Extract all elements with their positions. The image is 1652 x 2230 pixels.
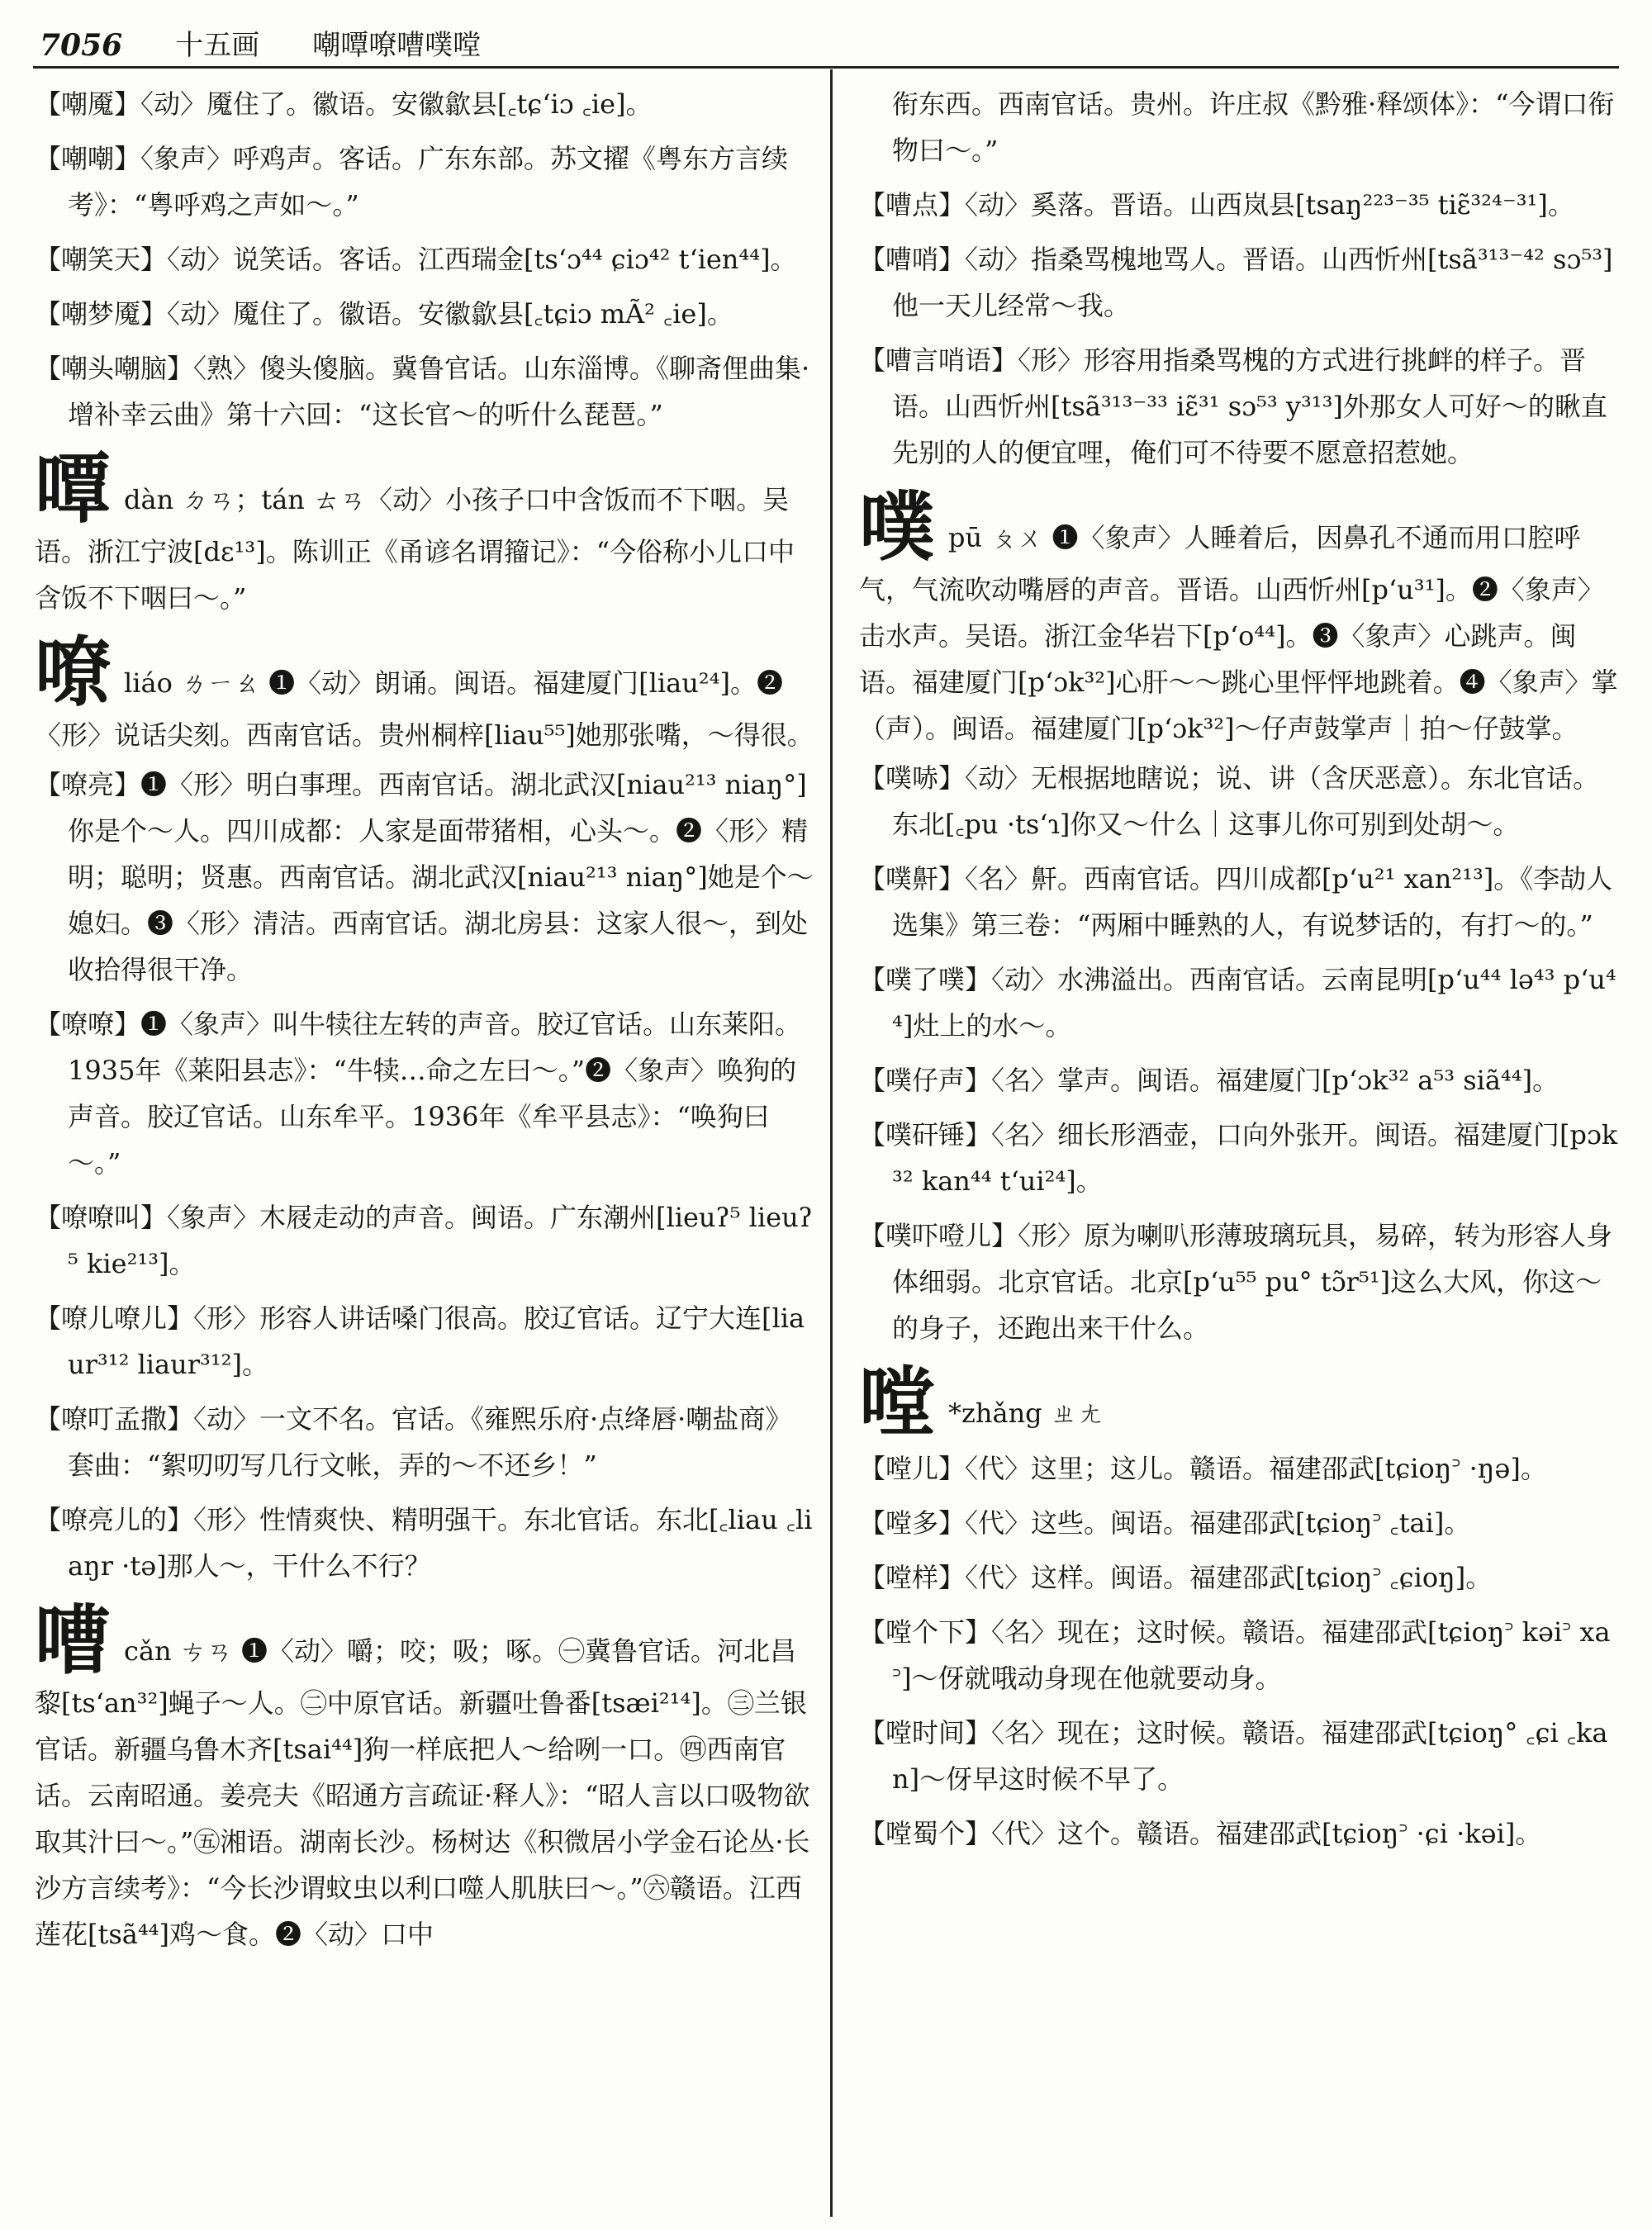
dictionary-entry: 【嘲魇】〈动〉魇住了。徽语。安徽歙县[꜀tɕʻiɔ ꜀ie]。: [35, 88, 653, 120]
column-divider: [830, 69, 833, 2217]
continued-text: 衔东西。西南官话。贵州。许庄叔《黔雅·释颂体》：“今谓口衔物曰～。”: [892, 88, 1615, 166]
headword-char: 嘾: [35, 444, 112, 534]
headword-definition: liáo ㄌㄧㄠ ❶〈动〉朗诵。闽语。福建厦门[liau²⁴]。❷〈形〉说话尖刻。西南官话。贵州桐梓[liau⁵⁵]她那张嘴，～得很。: [35, 667, 814, 751]
dictionary-entry: 【噗仔声】〈名〉掌声。闽语。福建厦门[pʻɔk³² a⁵³ siã⁴⁴]。: [859, 1065, 1559, 1096]
headword-definition: dàn ㄉㄢ；tán ㄊㄢ〈动〉小孩子口中含饭而不下咽。吴语。浙江宁波[dɛ¹³]。陈训正《甬谚名谓籀记》：“今俗称小儿口中含饭不下咽曰～。”: [35, 484, 795, 614]
dictionary-entry: 【嘡样】〈代〉这样。闽语。福建邵武[tɕioŋ꜄ ꜀ɕioŋ]。: [859, 1562, 1493, 1593]
dictionary-entry: 【嘲头嘲脑】〈熟〉傻头傻脑。冀鲁官话。山东淄博。《聊斋俚曲集·增补幸云曲》第十六回：“这长官～的听什么琵琶。”: [35, 353, 810, 430]
dictionary-entry: 【嘲嘲】〈象声〉呼鸡声。客话。广东东部。苏文擢《粤东方言续考》：“粤呼鸡之声如～。”: [35, 143, 789, 221]
dictionary-entry: 【嘹亮儿的】〈形〉性情爽快、精明强干。东北官话。东北[꜀liau ꜀liaŋr ·tə]那人～，干什么不行？: [35, 1504, 813, 1582]
header-rule: [33, 66, 1619, 69]
dictionary-entry: 【嘹嘹叫】〈象声〉木屐走动的声音。闽语。广东潮州[lieuʔ⁵ lieuʔ⁵ kie²¹³]。: [35, 1202, 813, 1279]
headword-definition: pū ㄆㄨ ❶〈象声〉人睡着后，因鼻孔不通而用口腔呼气，气流吹动嘴唇的声音。晋语。山西忻州[pʻu³¹]。❷〈象声〉击水声。吴语。浙江金华岩下[pʻo⁴⁴]。❸〈象声〉心跳声。闽语。福建厦门[pʻɔk³²]心肝～～跳心里怦怦地跳着。❹〈象声〉掌（声）。闽语。福建厦门[pʻɔk³²]～仔声鼓掌声｜拍～仔鼓掌。: [859, 522, 1618, 744]
dictionary-entry: 【嘲笑天】〈动〉说笑话。客话。江西瑞金[tsʻɔ⁴⁴ ɕiɔ⁴² tʻien⁴⁴]。: [35, 244, 797, 275]
headword-char: 嘡: [859, 1358, 936, 1447]
dictionary-entry: 【噗哧】〈动〉无根据地瞎说；说、讲（含厌恶意）。东北官话。东北[꜀pu ·tsʻɿ]你又～什么｜这事儿你可别到处胡～。: [859, 762, 1600, 840]
dictionary-entry: 【嘈哨】〈动〉指桑骂槐地骂人。晋语。山西忻州[tsã³¹³⁻⁴² sɔ⁵³]他一天儿经常～我。: [859, 244, 1613, 321]
dictionary-entry: 【嘹儿嘹儿】〈形〉形容人讲话嗓门很高。胶辽官话。辽宁大连[liaur³¹² liaur³¹²]。: [35, 1302, 805, 1380]
dictionary-entry: 【噗矸锤】〈名〉细长形酒壶，口向外张开。闽语。福建厦门[pɔk³² kan⁴⁴ tʻui²⁴]。: [859, 1119, 1618, 1197]
headword-char: 嘈: [35, 1596, 112, 1685]
dictionary-entry: 【嘡时间】〈名〉现在；这时候。赣语。福建邵武[tɕioŋ° ꜀ɕi ꜀kan]～伢早这时候不早了。: [859, 1717, 1608, 1795]
headword-char: 嘹: [35, 628, 112, 717]
dictionary-entry: 【嘹嘹】❶〈象声〉叫牛犊往左转的声音。胶辽官话。山东莱阳。1935年《莱阳县志》：“牛犊…命之左曰～。”❷〈象声〉唤狗的声音。胶辽官话。山东牟平。1936年《牟平县志》：“唤狗曰～。”: [35, 1008, 802, 1179]
page-number: 7056: [40, 28, 123, 63]
dictionary-entry: 【嘡蜀个】〈代〉这个。赣语。福建邵武[tɕioŋ꜄ ·ɕi ·kəi]。: [859, 1818, 1542, 1849]
headword-entry: [35, 444, 815, 621]
dictionary-entry: 【噗鼾】〈名〉鼾。西南官话。四川成都[pʻu²¹ xan²¹³]。《李劼人选集》第三卷：“两厢中睡熟的人，有说梦话的，有打～的。”: [859, 863, 1613, 941]
dictionary-entry: 【嘹叮孟撒】〈动〉一文不名。官话。《雍熙乐府·点绛唇·嘲盐商》套曲：“絮叨叨写几行文帐，弄的～不还乡！”: [35, 1403, 792, 1481]
left-column: [35, 81, 815, 1961]
dictionary-entry: 【嘡个下】〈名〉现在；这时候。赣语。福建邵武[tɕioŋ꜄ kəi꜄ xa꜄]～伢就哦动身现在他就要动身。: [859, 1616, 1611, 1694]
headword-definition: cǎn ㄘㄢ ❶〈动〉嚼；咬；吸；啄。㊀冀鲁官话。河北昌黎[tsʻan³²]蝇子～人。㊁中原官话。新疆吐鲁番[tsæi²¹⁴]。㊂兰银官话。新疆乌鲁木齐[tsai⁴⁴]狗一样底把人～给咧一口。㊃西南官话。云南昭通。姜亮夫《昭通方言疏证·释人》：“昭人言以口吸物欲取其汁曰～。”㊄湘语。湖南长沙。杨树达《积微居小学金石论丛·长沙方言续考》：“今长沙谓蚊虫以利口噬人肌肤曰～。”㊅赣语。江西莲花[tsã⁴⁴]鸡～食。❷〈动〉口中: [35, 1635, 810, 1950]
headword-entry: [35, 1596, 815, 1957]
headword-entry: [859, 1358, 1619, 1447]
headword-definition: *zhǎng ㄓㄤ: [948, 1397, 1104, 1429]
section-label: 十五画: [175, 29, 260, 62]
headword-char: 噗: [859, 482, 936, 572]
right-column: [859, 81, 1619, 1865]
page-header: [40, 15, 1617, 63]
dictionary-entry: 【嘹亮】❶〈形〉明白事理。西南官话。湖北武汉[niau²¹³ niaŋ°]你是个～人。四川成都：人家是面带猪相，心头～。❷〈形〉精明；聪明；贤惠。西南官话。湖北武汉[niau²¹³ niaŋ°]她是个～媳妇。❸〈形〉清洁。西南官话。湖北房县：这家人很～，到处收拾得很干净。: [35, 769, 814, 985]
dictionary-entry: 【嘲梦魇】〈动〉魇住了。徽语。安徽歙县[꜀tɕiɔ mÃ² ꜀ie]。: [35, 298, 733, 330]
headword-entry: [859, 482, 1619, 752]
dictionary-entry: 【噗了噗】〈动〉水沸溢出。西南官话。云南昆明[pʻu⁴⁴ lə⁴³ pʻu⁴⁴]灶上的水～。: [859, 964, 1616, 1041]
header-chars: 嘲嘾嘹嘈噗嘡: [312, 29, 482, 62]
dictionary-entry: 【噗吓噔儿】〈形〉原为喇叭形薄玻璃玩具，易碎，转为形容人身体细弱。北京官话。北京[pʻu⁵⁵ pu° tɔ̃r⁵¹]这么大风，你这～的身子，还跑出来干什么。: [859, 1220, 1613, 1344]
dictionary-entry: 【嘈言哨语】〈形〉形容用指桑骂槐的方式进行挑衅的样子。晋语。山西忻州[tsã³¹³⁻³³ iɛ̃³¹ sɔ⁵³ y³¹³]外那女人可好～的瞅直先别的人的便宜哩，俺们可不待要不愿意招惹她。: [859, 344, 1607, 468]
dictionary-entry: 【嘡儿】〈代〉这里；这儿。赣语。福建邵武[tɕioŋ꜄ ·ŋə]。: [859, 1453, 1547, 1484]
dictionary-entry: 【嘡多】〈代〉这些。闽语。福建邵武[tɕioŋ꜄ ꜀tai]。: [859, 1507, 1471, 1539]
dictionary-entry: 【嘈点】〈动〉奚落。晋语。山西岚县[tsaŋ²²³⁻³⁵ tiɛ̃³²⁴⁻³¹]。: [859, 189, 1574, 221]
headword-entry: [35, 628, 815, 758]
